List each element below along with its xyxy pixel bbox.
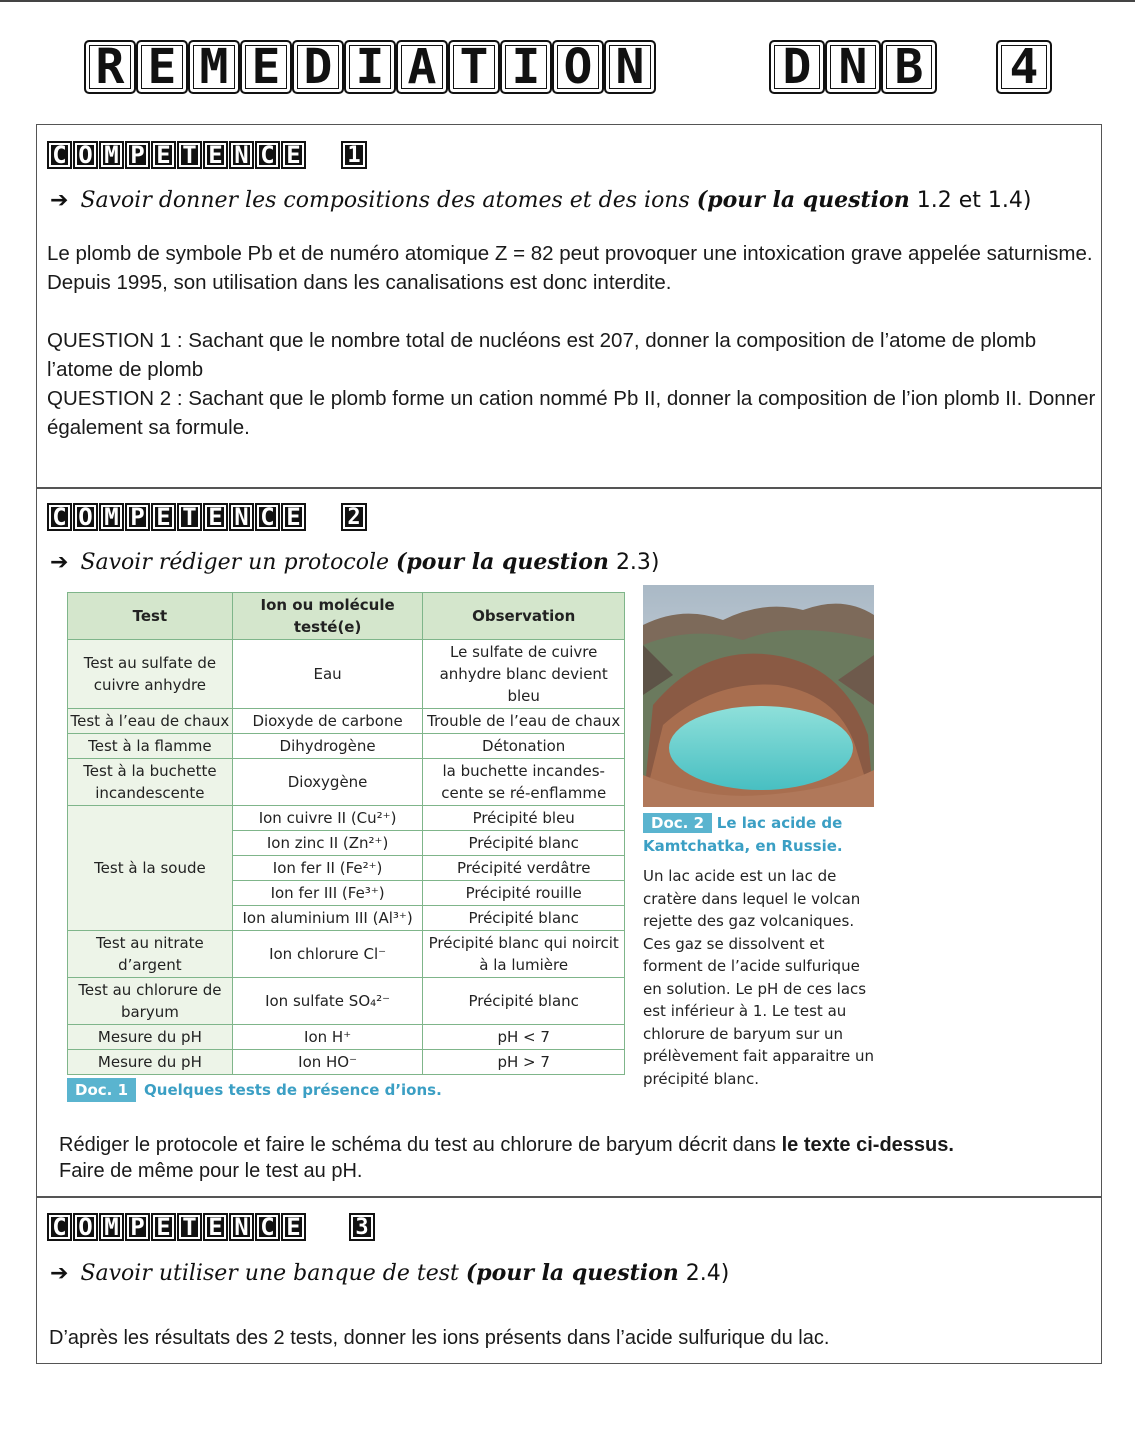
- column-header: Observation: [423, 593, 625, 640]
- instruction-text: D’après les résultats des 2 tests, donner les ions présents dans l’acide sulfurique du lac.: [49, 1327, 830, 1349]
- table-header-row: [68, 593, 625, 640]
- competence-1-skill: [50, 187, 1031, 213]
- table-row: [68, 759, 625, 806]
- table-cell: Test à l’eau de chaux: [68, 709, 233, 734]
- competence-letter: T: [177, 1213, 202, 1241]
- table-cell: Détonation: [423, 734, 625, 759]
- table-cell: Test à la buchette incandescente: [68, 759, 233, 806]
- title-number: [996, 40, 1052, 94]
- table-cell: Test au sulfate de cuivre anhydre: [68, 640, 233, 709]
- table-cell: Précipité bleu: [423, 806, 625, 831]
- table-row: [68, 709, 625, 734]
- table-cell: Test à la soude: [68, 806, 233, 931]
- title-letter: T: [448, 40, 500, 94]
- competence-letter: P: [125, 141, 150, 169]
- competence-number: 2: [341, 503, 367, 531]
- table-row: [68, 1025, 625, 1050]
- title-letter: D: [769, 40, 825, 94]
- table-cell: Eau: [232, 640, 423, 709]
- table-cell: Précipité blanc: [423, 831, 625, 856]
- competence-letter: P: [125, 1213, 150, 1241]
- section-divider: [36, 487, 1102, 489]
- competence-letter: C: [47, 1213, 72, 1241]
- table-cell: Test au chlorure de baryum: [68, 978, 233, 1025]
- competence-letter: N: [229, 141, 254, 169]
- title-letter: E: [136, 40, 188, 94]
- competence-letter: E: [203, 503, 228, 531]
- competence-3-heading: [47, 1212, 375, 1242]
- skill-text: Savoir utiliser une banque de test: [80, 1261, 459, 1286]
- title-letter: D: [292, 40, 344, 94]
- competence-letter: E: [203, 1213, 228, 1241]
- section-1-text: [47, 239, 1097, 442]
- skill-question-number: 2.4): [685, 1261, 730, 1286]
- competence-number: 1: [341, 141, 367, 169]
- skill-question-number: 1.2 et 1.4): [916, 188, 1032, 213]
- top-rule: [0, 0, 1135, 2]
- table-cell: Précipité rouille: [423, 881, 625, 906]
- competence-letter: E: [281, 1213, 306, 1241]
- title-word-dnb: [769, 40, 937, 94]
- table-cell: Test au nitrate d’argent: [68, 931, 233, 978]
- competence-2-heading: [47, 502, 367, 532]
- competence-letter: M: [99, 503, 124, 531]
- competence-letter: M: [99, 141, 124, 169]
- competence-1-heading: [47, 140, 367, 170]
- crater-lake-photo: [643, 585, 874, 807]
- table-cell: Ion fer III (Fe³⁺): [232, 881, 423, 906]
- title-letter: O: [552, 40, 604, 94]
- ion-tests-table: [67, 592, 625, 1075]
- doc-caption-text: Le lac acide de: [716, 814, 843, 832]
- table-cell: Précipité verdâtre: [423, 856, 625, 881]
- table-cell: Ion H⁺: [232, 1025, 423, 1050]
- competence-letter: E: [151, 1213, 176, 1241]
- competence-letter: O: [73, 503, 98, 531]
- question-2: QUESTION 2 : Sachant que le plomb forme un cation nommé Pb II, donner la composition de l’ion plomb II. Donner également sa formule.: [47, 387, 1096, 439]
- section-2-instructions: [59, 1132, 1109, 1184]
- title-letter: A: [396, 40, 448, 94]
- title-letter: N: [825, 40, 881, 94]
- competence-letter: E: [281, 503, 306, 531]
- title-word-remediation: [84, 40, 656, 94]
- arrow-right-icon: ➔: [50, 188, 69, 213]
- section-3-instructions: [49, 1324, 1099, 1353]
- table-row: [68, 931, 625, 978]
- instruction-text: Faire de même pour le test au pH.: [59, 1160, 363, 1182]
- skill-question-label: (pour la question: [696, 187, 910, 213]
- table-cell: Précipité blanc: [423, 906, 625, 931]
- competence-letter: C: [47, 141, 72, 169]
- competence-letter: P: [125, 503, 150, 531]
- intro-paragraph: Le plomb de symbole Pb et de numéro atomique Z = 82 peut provoquer une intoxication grave appelée saturnisme.: [47, 242, 1093, 265]
- table-cell: la buchette incandes-cente se ré-enflamme: [423, 759, 625, 806]
- competence-number: 3: [349, 1213, 375, 1241]
- doc-tag: Doc. 1: [67, 1078, 136, 1102]
- table-cell: Dioxygène: [232, 759, 423, 806]
- table-cell: Trouble de l’eau de chaux: [423, 709, 625, 734]
- doc-caption-text: Kamtchatka, en Russie.: [643, 836, 843, 855]
- arrow-right-icon: ➔: [50, 1261, 69, 1286]
- competence-letter: E: [203, 141, 228, 169]
- table-cell: Ion chlorure Cl⁻: [232, 931, 423, 978]
- doc-caption-text: Quelques tests de présence d’ions.: [144, 1081, 442, 1099]
- competence-letter: T: [177, 503, 202, 531]
- table-cell: Le sulfate de cuivre anhydre blanc devient bleu: [423, 640, 625, 709]
- intro-paragraph: Depuis 1995, son utilisation dans les canalisations est donc interdite.: [47, 271, 672, 294]
- table-row: [68, 640, 625, 709]
- title-letter: B: [881, 40, 937, 94]
- table-cell: pH < 7: [423, 1025, 625, 1050]
- title-letter: I: [500, 40, 552, 94]
- table-row: [68, 1050, 625, 1075]
- title-letter: E: [240, 40, 292, 94]
- title-letter: N: [604, 40, 656, 94]
- table-cell: Mesure du pH: [68, 1050, 233, 1075]
- competence-letter: O: [73, 1213, 98, 1241]
- table-cell: Précipité blanc qui noircit à la lumière: [423, 931, 625, 978]
- title-letter: M: [188, 40, 240, 94]
- competence-2-skill: [50, 549, 660, 575]
- skill-text: Savoir rédiger un protocole: [80, 550, 389, 575]
- table-cell: Ion sulfate SO₄²⁻: [232, 978, 423, 1025]
- table-cell: Ion zinc II (Zn²⁺): [232, 831, 423, 856]
- instruction-bold: le texte ci-dessus.: [781, 1134, 954, 1156]
- table-row: [68, 734, 625, 759]
- competence-letter: O: [73, 141, 98, 169]
- table-cell: Dioxyde de carbone: [232, 709, 423, 734]
- table-cell: Ion fer II (Fe²⁺): [232, 856, 423, 881]
- skill-question-number: 2.3): [615, 550, 660, 575]
- title-letter: R: [84, 40, 136, 94]
- skill-text: Savoir donner les compositions des atomes et des ions: [80, 188, 690, 213]
- competence-letter: C: [255, 503, 280, 531]
- competence-letter: C: [255, 141, 280, 169]
- competence-letter: N: [229, 1213, 254, 1241]
- competence-3-skill: [50, 1260, 729, 1286]
- instruction-text: Rédiger le protocole et faire le schéma du test au chlorure de baryum décrit dans: [59, 1134, 777, 1156]
- section-divider: [36, 1196, 1102, 1198]
- question-1: QUESTION 1 : Sachant que le nombre total de nucléons est 207, donner la composition de l’atome de plomb l’atome de plomb: [47, 329, 1037, 381]
- doc-1-caption: [67, 1078, 442, 1102]
- table-cell: Test à la flamme: [68, 734, 233, 759]
- competence-letter: N: [229, 503, 254, 531]
- arrow-right-icon: ➔: [50, 550, 69, 575]
- table-cell: Ion cuivre II (Cu²⁺): [232, 806, 423, 831]
- skill-question-label: (pour la question: [396, 549, 609, 575]
- skill-question-label: (pour la question: [465, 1260, 679, 1286]
- table-cell: Dihydrogène: [232, 734, 423, 759]
- doc-2-body: Un lac acide est un lac de cratère dans lequel le volcan rejette des gaz volcaniques. Ces gaz se dissolvent et forment de l’acide sulfurique en solution. Le pH de ces lacs est inférieur à 1. Le test au chlorure de baryum sur un prélèvement fait apparaitre un précipité blanc.: [643, 867, 875, 1088]
- title-letter: I: [344, 40, 396, 94]
- title-letter: 4: [996, 40, 1052, 94]
- table-cell: Ion HO⁻: [232, 1050, 423, 1075]
- competence-letter: C: [255, 1213, 280, 1241]
- column-header: Ion ou molécule testé(e): [232, 593, 423, 640]
- competence-letter: E: [151, 141, 176, 169]
- competence-letter: E: [281, 141, 306, 169]
- doc-tag: Doc. 2: [643, 813, 712, 833]
- table-cell: Ion aluminium III (Al³⁺): [232, 906, 423, 931]
- table-cell: Mesure du pH: [68, 1025, 233, 1050]
- competence-letter: M: [99, 1213, 124, 1241]
- competence-letter: E: [151, 503, 176, 531]
- competence-letter: T: [177, 141, 202, 169]
- table-cell: pH > 7: [423, 1050, 625, 1075]
- table-row: [68, 806, 625, 831]
- competence-letter: C: [47, 503, 72, 531]
- column-header: Test: [68, 593, 233, 640]
- table-cell: Précipité blanc: [423, 978, 625, 1025]
- table-row: [68, 978, 625, 1025]
- doc-2-description: [643, 812, 875, 1090]
